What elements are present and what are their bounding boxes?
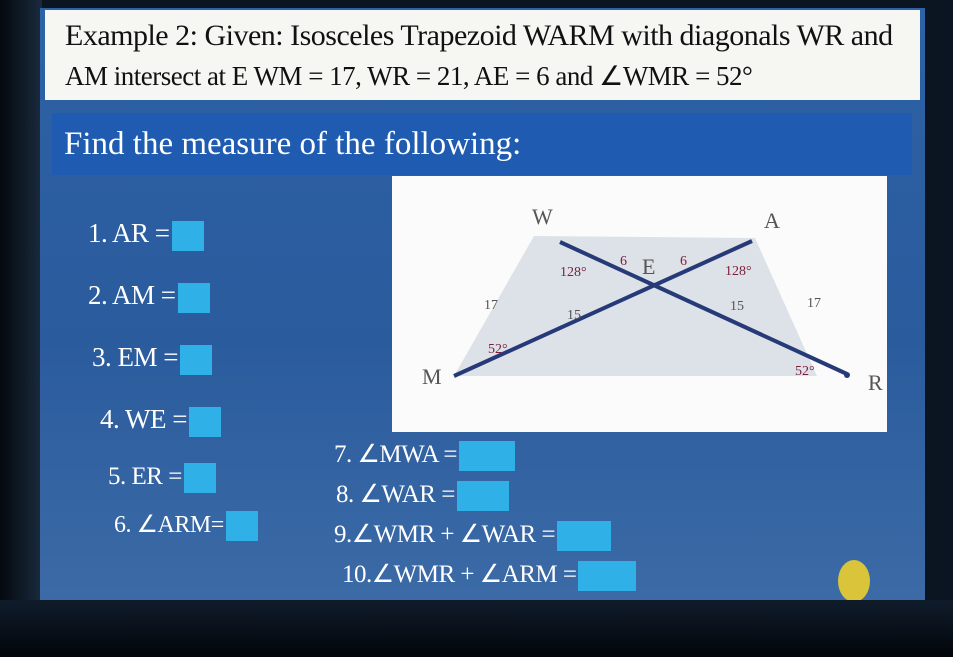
angle-m-label: 52° (488, 342, 508, 357)
question-2-text: 2. AM = (88, 280, 176, 310)
question-5 (108, 462, 216, 493)
side-ar-label: 17 (807, 296, 821, 311)
angle-w-label: 128° (560, 265, 587, 280)
question-2 (88, 280, 210, 313)
question-3 (92, 342, 212, 375)
logo-icon (838, 560, 870, 602)
segment-er-label: 15 (730, 299, 744, 314)
given-line-2: AM intersect at E WM = 17, WR = 21, AE = 6 and ∠WMR = 52° (65, 61, 753, 91)
trapezoid-figure (392, 176, 887, 432)
answer-box-4[interactable] (189, 407, 221, 437)
given-statement (45, 10, 920, 100)
question-8-text: 8. ∠WAR = (336, 481, 455, 508)
answer-box-7[interactable] (459, 441, 515, 471)
trapezoid-diagram (392, 176, 887, 432)
question-1 (88, 218, 204, 251)
question-7-text: 7. ∠MWA = (334, 441, 457, 468)
answer-box-3[interactable] (180, 345, 212, 375)
vertex-a-label: A (764, 208, 780, 233)
answer-box-8[interactable] (457, 481, 509, 511)
question-8 (336, 480, 509, 511)
given-line-1: Example 2: Given: Isosceles Trapezoid WARM with diagonals WR and (65, 19, 893, 52)
question-4 (100, 404, 221, 437)
answer-box-2[interactable] (178, 283, 210, 313)
answer-box-1[interactable] (172, 221, 204, 251)
answer-box-5[interactable] (184, 463, 216, 493)
monitor-bezel-bottom (0, 600, 953, 657)
answer-box-9[interactable] (557, 521, 611, 551)
instruction-banner: Find the measure of the following: (52, 113, 912, 175)
vertex-w-label: W (532, 204, 553, 229)
segment-em-label: 15 (567, 308, 581, 323)
angle-r-label: 52° (795, 364, 815, 379)
monitor-bezel-left (0, 0, 42, 657)
segment-ea-label: 6 (680, 254, 687, 269)
vertex-m-label: M (422, 364, 442, 389)
side-wm-label: 17 (484, 298, 498, 313)
question-3-text: 3. EM = (92, 342, 178, 372)
vertex-e-label: E (642, 254, 656, 279)
question-1-text: 1. AR = (88, 218, 170, 248)
question-5-text: 5. ER = (108, 463, 182, 490)
point-r (844, 372, 850, 378)
question-10 (342, 560, 636, 591)
vertex-r-label: R (868, 370, 883, 395)
trapezoid-shape (454, 236, 817, 376)
segment-we-label: 6 (620, 254, 627, 269)
answer-box-10[interactable] (578, 561, 636, 591)
question-4-text: 4. WE = (100, 404, 187, 434)
answer-box-6[interactable] (226, 511, 258, 541)
question-9-text: 9.∠WMR + ∠WAR = (334, 521, 556, 548)
question-7 (334, 440, 515, 471)
question-6-text: 6. ∠ARM= (114, 512, 224, 538)
question-10-text: 10.∠WMR + ∠ARM = (342, 561, 577, 588)
question-6 (114, 510, 258, 541)
angle-a-label: 128° (725, 264, 752, 279)
question-9 (334, 520, 611, 551)
